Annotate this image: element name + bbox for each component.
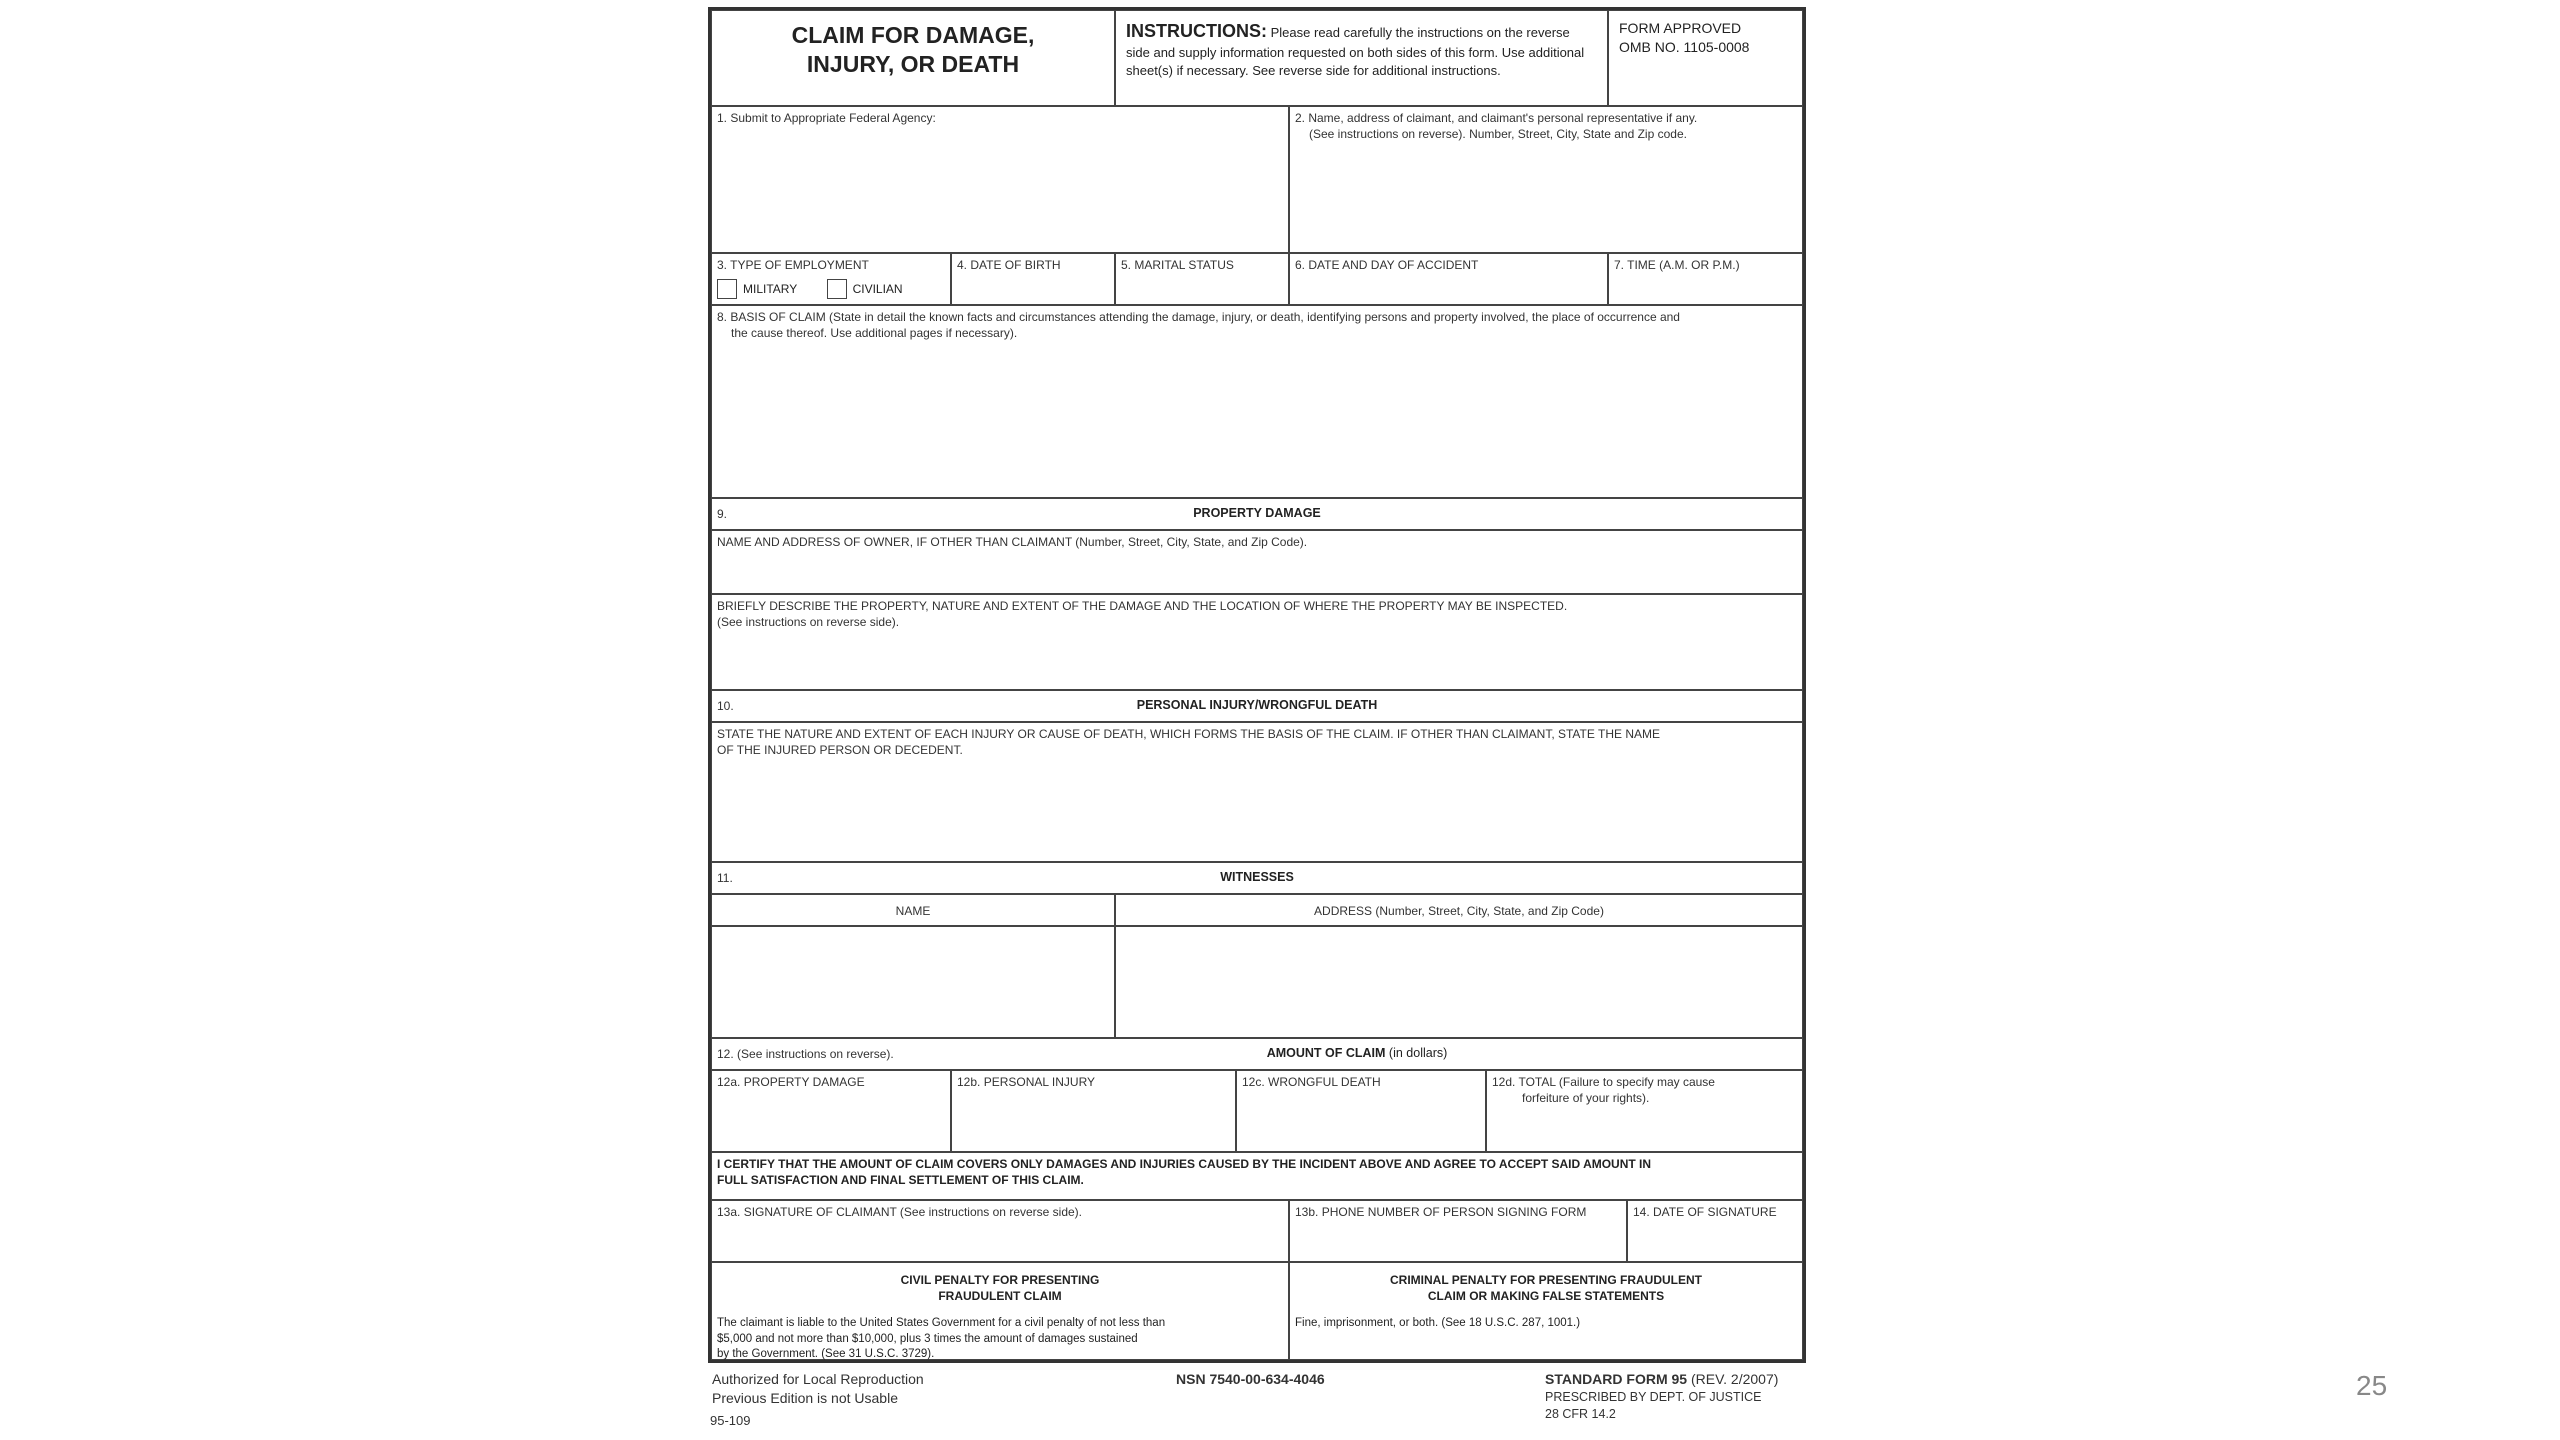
certify-statement [711,1152,1803,1200]
field-property-damage-amount[interactable] [711,1070,951,1152]
field-basis-label-line1: 8. BASIS OF CLAIM (State in detail the known facts and circumstances attending the damage, injury, or death, identifying persons and property involved, the place of occurrence and [717,310,1680,324]
civil-penalty-box [711,1262,1289,1360]
footer-cfr: 28 CFR 14.2 [1545,1406,1616,1421]
witnesses-header [711,862,1803,894]
field-12d-label-line1: 12d. TOTAL (Failure to specify may cause [1492,1075,1715,1089]
property-damage-header [711,498,1803,530]
field-employment-type [711,253,951,305]
civil-penalty-title-line2: FRAUDULENT CLAIM [938,1289,1062,1304]
civil-penalty-text-line2: $5,000 and not more than $10,000, plus 3 times the amount of damages sustained [717,1332,1138,1345]
civil-penalty-text-line1: The claimant is liable to the United States Government for a civil penalty of not less than [717,1317,1166,1330]
field-employment-label: 3. TYPE OF EMPLOYMENT [717,258,869,272]
form-approved: FORM APPROVED [1619,20,1742,36]
personal-injury-header [711,690,1803,722]
omb-number: OMB NO. 1105-0008 [1619,38,1750,55]
military-checkbox[interactable] [717,279,737,299]
footer-previous-edition: Previous Edition is not Usable [712,1389,898,1406]
footer-standard-form: STANDARD FORM 95 [1545,1371,1688,1387]
field-marital-status-label: 5. MARITAL STATUS [1121,258,1234,272]
criminal-penalty-box [1289,1262,1803,1360]
criminal-penalty-title-line2: CLAIM OR MAKING FALSE STATEMENTS [1427,1289,1665,1304]
field-injury-label-line1: STATE THE NATURE AND EXTENT OF EACH INJURY OR CAUSE OF DEATH, WHICH FORMS THE BASIS OF THE CLAIM. IF OTHER THAN CLAIMANT, STATE THE NAME [717,727,1661,741]
field-basis-of-claim[interactable] [711,305,1803,498]
field-signature-label: 13a. SIGNATURE OF CLAIMANT (See instructions on reverse side). [717,1205,1083,1219]
footer-nsn: NSN 7540-00-634-4046 [1176,1371,1325,1387]
certify-line1: I CERTIFY THAT THE AMOUNT OF CLAIM COVERS ONLY DAMAGES AND INJURIES CAUSED BY THE INCIDENT ABOVE AND AGREE TO ACCEPT SAID AMOUNT IN [717,1157,1652,1171]
criminal-penalty-title-line1: CRIMINAL PENALTY FOR PRESENTING FRAUDULENT [1389,1273,1702,1287]
amount-heading-suffix: (in dollars) [1388,1046,1448,1060]
field-signature[interactable] [711,1200,1289,1262]
omb-box [1608,10,1803,106]
page-number: 25 [2356,1370,2388,1401]
footer-prescribed: PRESCRIBED BY DEPT. OF JUSTICE [1545,1389,1762,1404]
field-property-label-line1: BRIEFLY DESCRIBE THE PROPERTY, NATURE AND EXTENT OF THE DAMAGE AND THE LOCATION OF WHERE THE PROPERTY MAY BE INSPECTED. [717,599,1568,613]
civil-penalty-title-line1: CIVIL PENALTY FOR PRESENTING [900,1273,1100,1287]
instructions-label: INSTRUCTIONS: [1126,21,1267,41]
field-marital-status[interactable] [1115,253,1289,305]
instructions-text: Please read carefully the instructions on the reverse side and supply information requested on both sides of this form. Use additional sheet(s) if necessary. See reverse side for additional instructions. [1126,25,1585,79]
field-12b-label: 12b. PERSONAL INJURY [957,1075,1096,1089]
witnesses-heading: WITNESSES [1220,870,1294,884]
witness-name-column [711,894,1115,926]
field-time[interactable] [1608,253,1803,305]
military-label: MILITARY [743,282,798,297]
footer-form-code: 95-109 [710,1412,751,1428]
form-title [711,10,1115,106]
certify-line2: FULL SATISFACTION AND FINAL SETTLEMENT OF THIS CLAIM. [717,1173,1084,1188]
field-accident-date[interactable] [1289,253,1608,305]
field-phone[interactable] [1289,1200,1627,1262]
field-owner[interactable] [711,530,1803,594]
field-basis-label-line2: the cause thereof. Use additional pages if necessary). [731,326,1018,341]
field-accident-date-label: 6. DATE AND DAY OF ACCIDENT [1295,258,1479,272]
field-agency[interactable] [711,106,1289,253]
property-damage-num: 9. [717,507,728,521]
field-claimant-name-address[interactable] [1289,106,1803,253]
field-time-label: 7. TIME (A.M. OR P.M.) [1614,258,1740,272]
witness-address-column [1115,894,1803,926]
field-signature-date[interactable] [1627,1200,1803,1262]
amount-num: 12. (See instructions on reverse). [717,1047,894,1061]
form-title-line2: INJURY, OR DEATH [806,50,1020,77]
field-date-of-birth[interactable] [951,253,1115,305]
field-total-amount[interactable] [1486,1070,1803,1152]
amount-header [711,1038,1803,1070]
civilian-checkbox[interactable] [827,279,847,299]
field-personal-injury-amount[interactable] [951,1070,1236,1152]
personal-injury-num: 10. [717,699,734,713]
field-date-of-birth-label: 4. DATE OF BIRTH [957,258,1061,272]
field-agency-label: 1. Submit to Appropriate Federal Agency: [717,111,936,125]
footer-right [1545,1370,1778,1423]
field-12c-label: 12c. WRONGFUL DEATH [1242,1075,1381,1089]
witness-name-field[interactable] [711,926,1115,1038]
field-12a-label: 12a. PROPERTY DAMAGE [717,1075,865,1089]
field-wrongful-death-amount[interactable] [1236,1070,1486,1152]
amount-heading [912,1046,1802,1060]
field-injury-description[interactable] [711,722,1803,862]
field-12d-label-line2: forfeiture of your rights). [1522,1091,1650,1106]
property-damage-heading: PROPERTY DAMAGE [1193,506,1321,520]
criminal-penalty-text: Fine, imprisonment, or both. (See 18 U.S.C. 287, 1001.) [1295,1317,1581,1330]
field-phone-label: 13b. PHONE NUMBER OF PERSON SIGNING FORM [1295,1205,1587,1219]
claim-form [708,7,1806,1363]
witness-address-field[interactable] [1115,926,1803,1038]
witness-name-column-label: NAME [895,904,931,918]
field-property-label-line2: (See instructions on reverse side). [717,615,900,630]
form-title-line1: CLAIM FOR DAMAGE, [791,22,1035,48]
witnesses-num: 11. [717,871,733,885]
witness-address-column-label: ADDRESS (Number, Street, City, State, and Zip Code) [1314,904,1604,918]
field-claimant-label-line2: (See instructions on reverse). Number, Street, City, State and Zip code. [1309,127,1687,142]
field-claimant-label-line1: 2. Name, address of claimant, and claimant's personal representative if any. [1295,111,1698,125]
civil-penalty-text-line3: by the Government. (See 31 U.S.C. 3729). [717,1348,935,1361]
footer-left [712,1370,924,1429]
civilian-label: CIVILIAN [852,282,903,297]
footer-revision: (REV. 2/2007) [1690,1371,1779,1387]
field-property-description[interactable] [711,594,1803,690]
field-signature-date-label: 14. DATE OF SIGNATURE [1633,1205,1777,1219]
instructions-box [1115,10,1608,106]
footer-reproduction: Authorized for Local Reproduction [712,1371,924,1387]
field-injury-label-line2: OF THE INJURED PERSON OR DECEDENT. [717,743,963,758]
personal-injury-heading: PERSONAL INJURY/WRONGFUL DEATH [1136,698,1378,712]
amount-heading-text: AMOUNT OF CLAIM [1266,1046,1386,1060]
field-owner-label: NAME AND ADDRESS OF OWNER, IF OTHER THAN CLAIMANT (Number, Street, City, State, and Zip Code). [717,535,1308,549]
